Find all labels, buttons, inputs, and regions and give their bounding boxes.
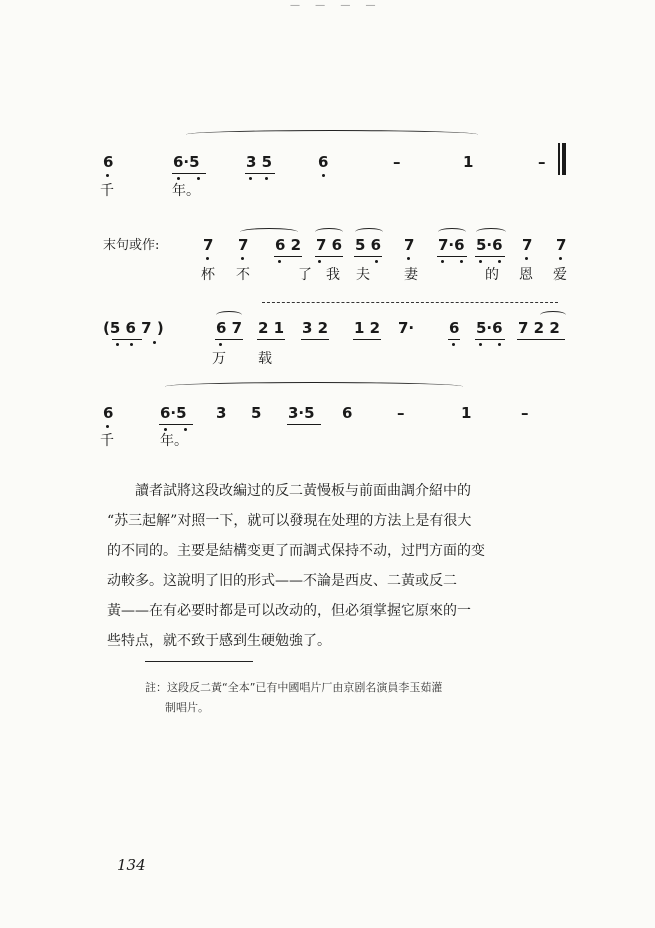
note: 6·5 bbox=[173, 153, 200, 171]
note: – bbox=[393, 153, 401, 171]
lyric: 年。 bbox=[172, 183, 200, 199]
lyric: 载 bbox=[258, 351, 272, 367]
note: 7·6 bbox=[438, 236, 465, 254]
paragraph-line: “苏三起解”对照一下，就可以發現在处理的方法上是有很大 bbox=[107, 513, 472, 529]
note: 7 bbox=[238, 236, 249, 254]
footnote-line: 註：这段反二黃“全本”已有中國唱片厂由京剧名演員李玉茹灌 bbox=[145, 681, 443, 694]
note: 7 2 2 bbox=[518, 319, 560, 337]
note: 3·5 bbox=[288, 404, 315, 422]
note: 6 bbox=[103, 404, 114, 422]
lyric: 年。 bbox=[160, 433, 188, 449]
paragraph-line: 动較多。这說明了旧的形式——不論是西皮、二黃或反二 bbox=[107, 573, 457, 589]
note: 7 bbox=[522, 236, 533, 254]
footnote-line: 制唱片。 bbox=[165, 701, 209, 714]
note: 6 bbox=[103, 153, 114, 171]
note: 7 bbox=[404, 236, 415, 254]
final-barline bbox=[558, 143, 560, 175]
lyric: 杯 bbox=[201, 267, 215, 283]
note: 3 2 bbox=[302, 319, 329, 337]
note: 6 7 bbox=[216, 319, 243, 337]
variant-label: 末句或作: bbox=[103, 238, 160, 253]
note: 1 2 bbox=[354, 319, 381, 337]
footnote-rule bbox=[145, 661, 253, 662]
note: 6·5 bbox=[160, 404, 187, 422]
paragraph-line: 讀者試將这段改編过的反二黃慢板与前面曲調介紹中的 bbox=[135, 483, 471, 499]
note: (5 6 7 ) bbox=[103, 319, 164, 337]
lyric: 了 bbox=[298, 267, 312, 283]
note: 5 6 bbox=[355, 236, 382, 254]
note: 5·6 bbox=[476, 236, 503, 254]
note: 6 bbox=[318, 153, 329, 171]
lyric: 爱 bbox=[553, 267, 567, 283]
slur bbox=[165, 382, 463, 391]
lyric: 千 bbox=[100, 433, 114, 449]
paragraph-line: 些特点，就不致于感到生硬勉強了。 bbox=[107, 633, 331, 649]
note: 7 6 bbox=[316, 236, 343, 254]
header-marks: — — — — bbox=[290, 0, 382, 11]
lyric: 我 bbox=[326, 267, 340, 283]
note: 7· bbox=[398, 319, 415, 337]
note: 2 1 bbox=[258, 319, 285, 337]
dashed-slur bbox=[262, 302, 558, 303]
body-paragraph bbox=[107, 476, 573, 656]
note: 7 bbox=[556, 236, 567, 254]
note: 6 bbox=[342, 404, 353, 422]
note: 7 bbox=[203, 236, 214, 254]
lyric: 夫 bbox=[356, 267, 370, 283]
note: 3 5 bbox=[246, 153, 273, 171]
note: 6 bbox=[449, 319, 460, 337]
lyric: 千 bbox=[100, 183, 114, 199]
note: – bbox=[521, 404, 529, 422]
slur bbox=[186, 130, 478, 139]
lyric: 不 bbox=[236, 267, 250, 283]
note: – bbox=[397, 404, 405, 422]
note: 6 2 bbox=[275, 236, 302, 254]
final-barline bbox=[562, 143, 566, 175]
lyric: 恩 bbox=[519, 267, 533, 283]
note: 3 bbox=[216, 404, 227, 422]
footnote bbox=[145, 678, 442, 718]
page-number: 134 bbox=[117, 856, 146, 874]
note: 1 bbox=[463, 153, 474, 171]
paragraph-line: 的不同的。主要是結構变更了而調式保持不动，过門方面的变 bbox=[107, 543, 485, 559]
note: 1 bbox=[461, 404, 472, 422]
note: 5 bbox=[251, 404, 262, 422]
lyric: 万 bbox=[212, 351, 226, 367]
lyric: 妻 bbox=[404, 267, 418, 283]
lyric: 的 bbox=[485, 267, 499, 283]
paragraph-line: 黃——在有必要时都是可以改动的，但必須掌握它原來的一 bbox=[107, 603, 471, 619]
note: 5·6 bbox=[476, 319, 503, 337]
note: – bbox=[538, 153, 546, 171]
